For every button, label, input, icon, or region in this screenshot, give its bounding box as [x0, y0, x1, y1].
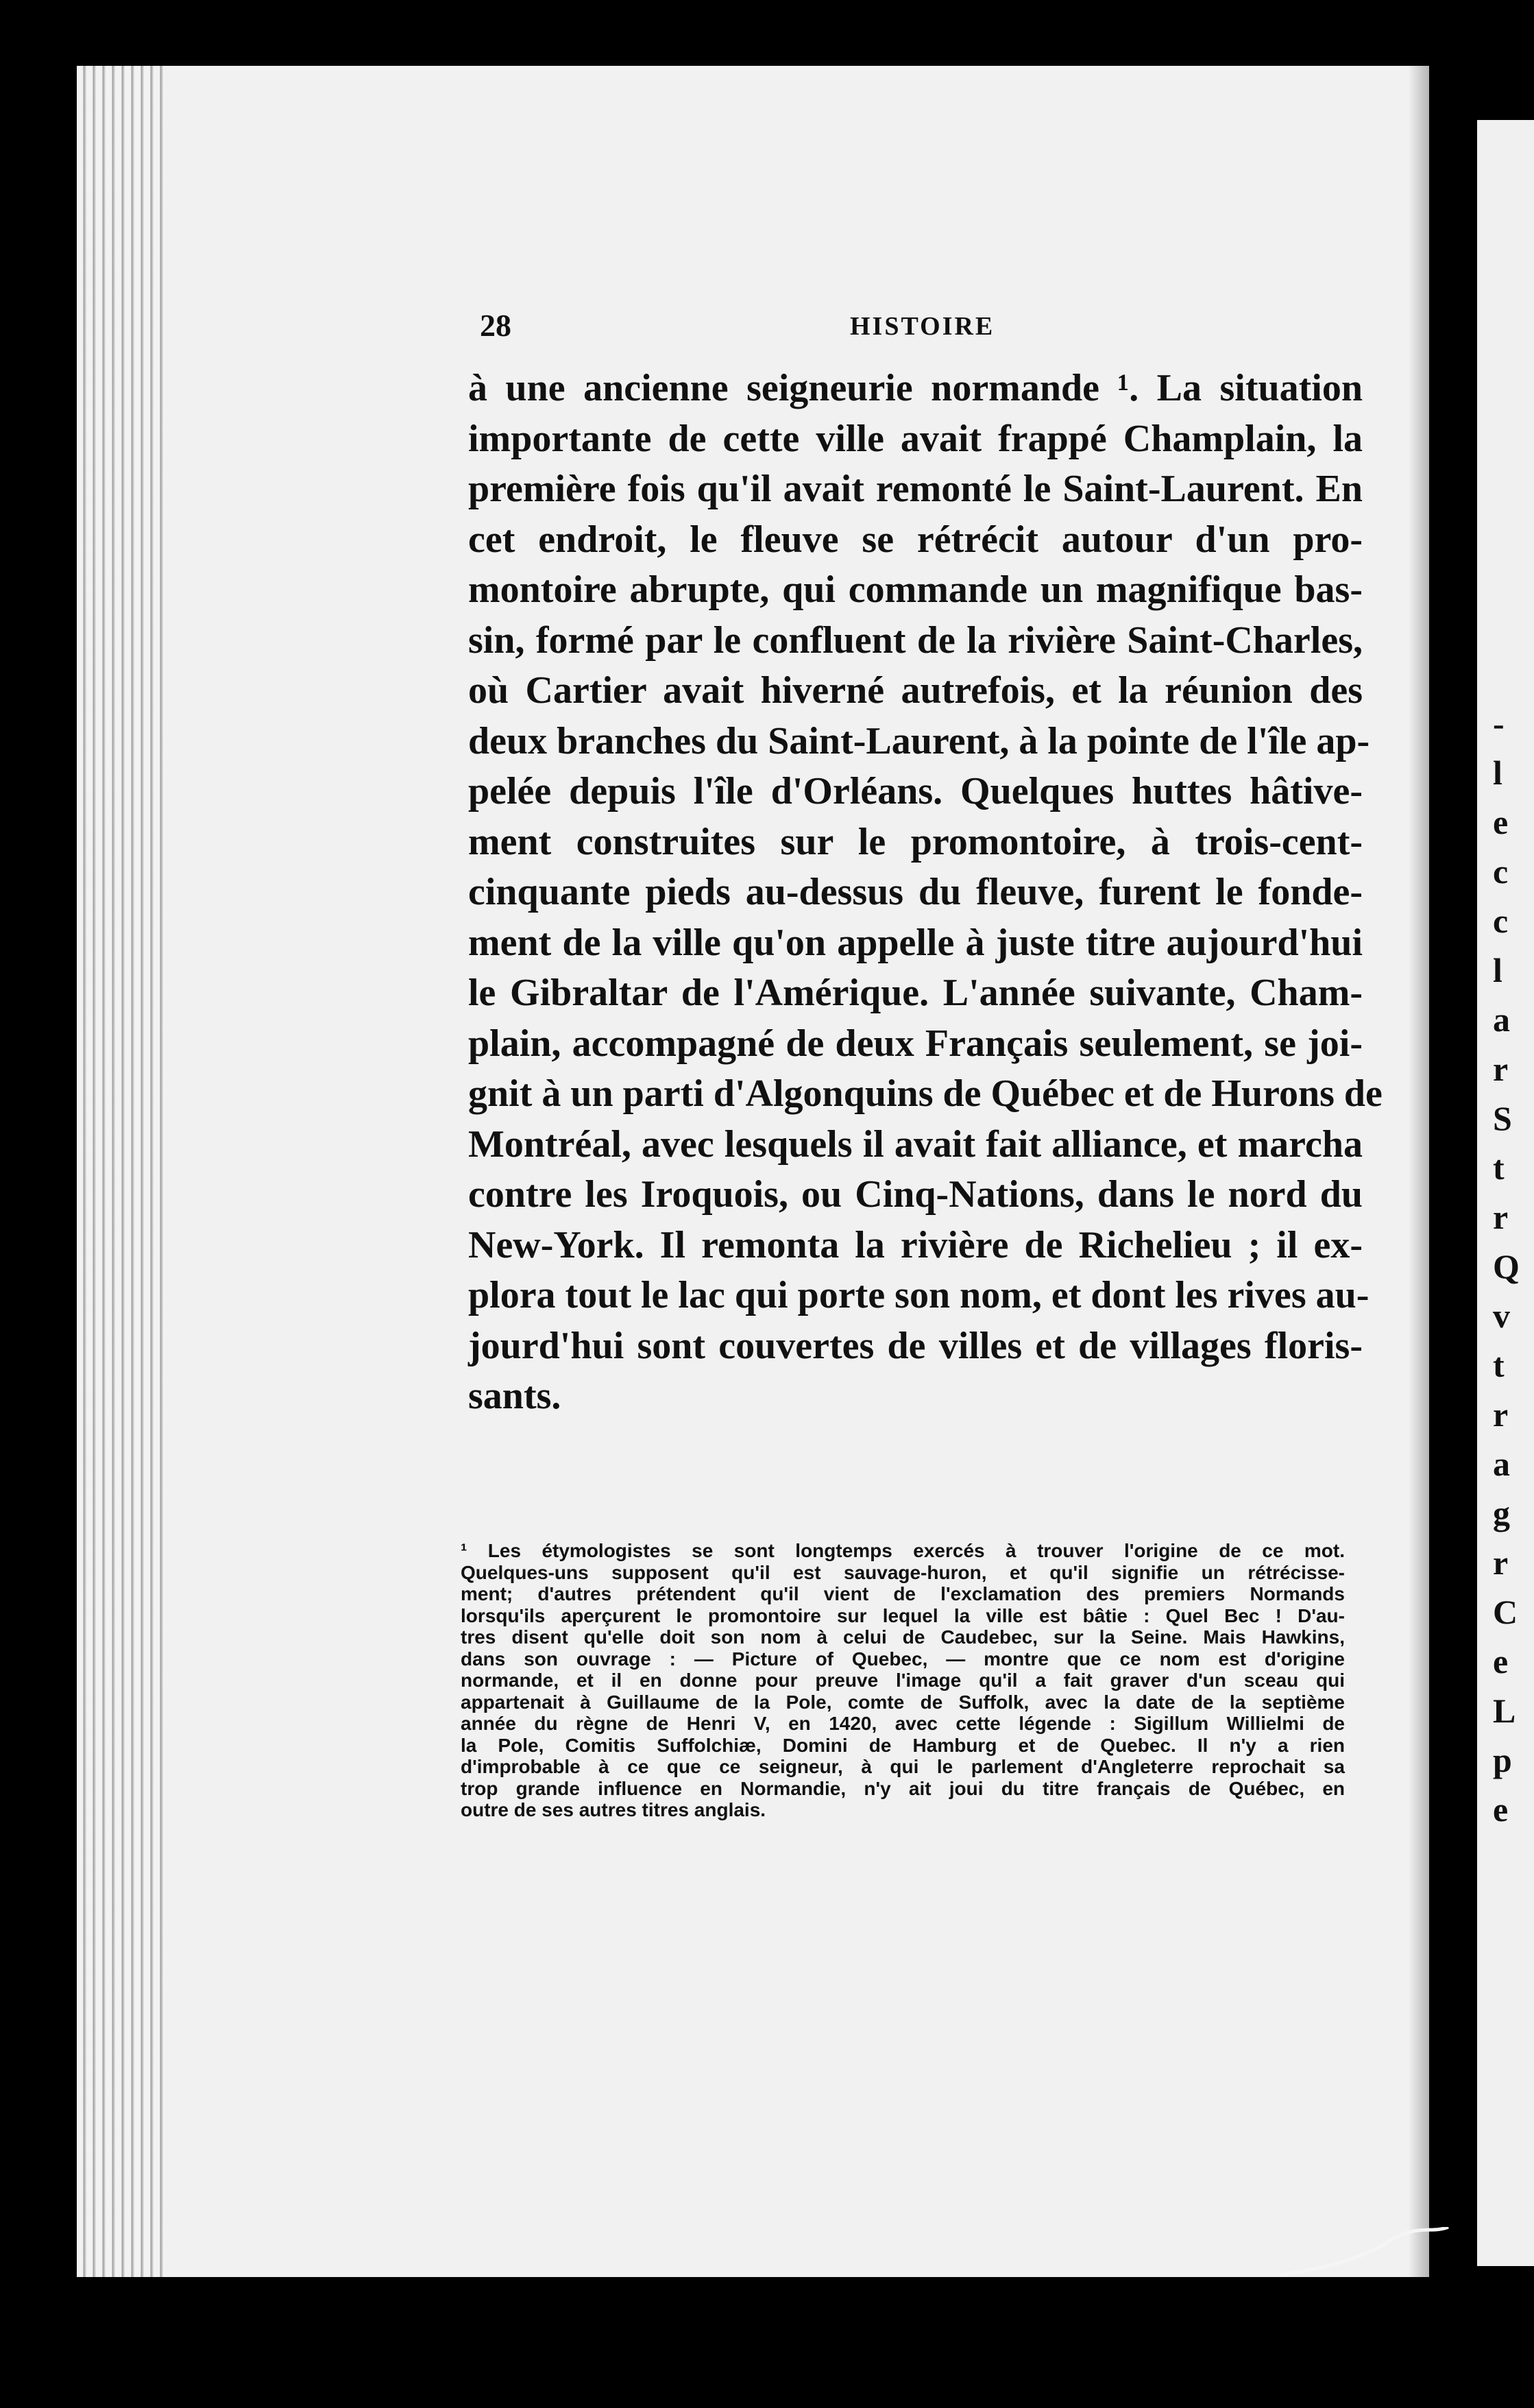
facing-page-letter: a: [1493, 1445, 1510, 1483]
text-line: où Cartier avait hiverné autrefois, et la réunion des: [468, 669, 1363, 712]
facing-page-letter: C: [1493, 1593, 1518, 1631]
footnote: [461, 1540, 1345, 1821]
facing-page-letter: g: [1493, 1494, 1510, 1532]
facing-page-edge: [1477, 120, 1534, 2266]
facing-page-letter: -: [1493, 704, 1505, 743]
page-number: 28: [480, 308, 511, 343]
facing-page-letter: l: [1493, 951, 1502, 989]
facing-page-letter: p: [1493, 1741, 1512, 1779]
scan-artifact-mark: [1280, 2227, 1452, 2282]
facing-page-letter: v: [1493, 1297, 1510, 1335]
facing-page-letter: S: [1493, 1099, 1512, 1137]
text-line: première fois qu'il avait remonté le Saint-Laurent. En: [468, 468, 1363, 510]
facing-page-letter: r: [1493, 1198, 1509, 1236]
facing-page-letter: Q: [1493, 1247, 1520, 1286]
footnote-line: appartenait à Guillaume de la Pole, comte de Suffolk, avec la date de la septième: [461, 1691, 1345, 1713]
running-head: [480, 307, 1364, 348]
text-line: importante de cette ville avait frappé Champlain, la: [468, 417, 1363, 460]
facing-page-letter: c: [1493, 902, 1509, 940]
footnote-line: ¹ Les étymologistes se sont longtemps exercés à trouver l'origine de ce mot.: [461, 1540, 1345, 1561]
footnote-line: outre de ses autres titres anglais.: [461, 1799, 766, 1820]
text-line: ment de la ville qu'on appelle à juste titre aujourd'hui: [468, 921, 1363, 964]
facing-page-letter: r: [1493, 1543, 1509, 1582]
facing-page-letter: e: [1493, 803, 1509, 841]
text-line: pelée depuis l'île d'Orléans. Quelques huttes hâtive-: [468, 770, 1363, 812]
facing-page-letter: t: [1493, 1346, 1505, 1384]
footnote-line: dans son ouvrage : — Picture of Quebec, — montre que ce nom est d'origine: [461, 1648, 1345, 1670]
footnote-line: ment; d'autres prétendent qu'il vient de l'exclamation des premiers Normands: [461, 1583, 1345, 1604]
text-line: deux branches du Saint-Laurent, à la pointe de l'île ap-: [468, 719, 1370, 762]
footnote-line: Quelques-uns supposent qu'il est sauvage-huron, et qu'il signifie un rétrécisse-: [461, 1561, 1345, 1583]
facing-page-letter: r: [1493, 1050, 1509, 1088]
footnote-line: trop grande influence en Normandie, n'y ait joui du titre français de Québec, en: [461, 1777, 1345, 1799]
footnote-line: lorsqu'ils aperçurent le promontoire sur lequel la ville est bâtie : Quel Bec ! D'au-: [461, 1604, 1345, 1626]
text-line: montoire abrupte, qui commande un magnifique bas-: [468, 568, 1363, 611]
facing-page-letter: a: [1493, 1000, 1510, 1039]
text-line: cet endroit, le fleuve se rétrécit autour d'un pro-: [468, 518, 1363, 561]
text-line: ment construites sur le promontoire, à trois-cent-: [468, 820, 1363, 863]
text-line: Montréal, avec lesquels il avait fait alliance, et marcha: [468, 1122, 1363, 1166]
main-text: [468, 363, 1383, 1422]
facing-page-letter: e: [1493, 1642, 1509, 1681]
running-title: HISTOIRE: [850, 312, 995, 341]
text-line: New-York. Il remonta la rivière de Richelieu ; il ex-: [468, 1223, 1363, 1266]
facing-page-letter: r: [1493, 1395, 1509, 1434]
facing-page-letter: l: [1493, 754, 1502, 792]
footnote-line: la Pole, Comitis Suffolchiæ, Domini de Hamburg et de Quebec. Il n'y a rien: [461, 1734, 1345, 1756]
text-line: gnit à un parti d'Algonquins de Québec et de Hurons de: [468, 1072, 1383, 1115]
text-line: plain, accompagné de deux Français seulement, se joi-: [468, 1022, 1363, 1065]
text-line: sants.: [468, 1375, 561, 1417]
facing-page-letter: L: [1493, 1691, 1516, 1730]
text-line: cinquante pieds au-dessus du fleuve, furent le fonde-: [468, 871, 1363, 913]
text-line: à une ancienne seigneurie normande ¹. La situation: [468, 367, 1363, 409]
footnote-line: d'improbable à ce que ce seigneur, à qui le parlement d'Angleterre reprochait sa: [461, 1756, 1345, 1777]
text-line: sin, formé par le confluent de la rivière Saint-Charles,: [468, 618, 1363, 662]
facing-page-letter: c: [1493, 852, 1509, 891]
text-line: jourd'hui sont couvertes de villes et de villages floris-: [468, 1324, 1363, 1367]
text-line: contre les Iroquois, ou Cinq-Nations, dans le nord du: [468, 1173, 1363, 1216]
text-line: plora tout le lac qui porte son nom, et dont les rives au-: [468, 1274, 1369, 1316]
facing-page-letter: e: [1493, 1790, 1509, 1829]
text-line: le Gibraltar de l'Amérique. L'année suivante, Cham-: [468, 972, 1363, 1014]
footnote-line: tres disent qu'elle doit son nom à celui de Caudebec, sur la Seine. Mais Hawkins,: [461, 1626, 1345, 1648]
footnote-line: année du règne de Henri V, en 1420, avec cette légende : Sigillum Willielmi de: [461, 1713, 1345, 1734]
footnote-line: normande, et il en donne pour preuve l'image qu'il a fait graver d'un sceau qui: [461, 1670, 1345, 1691]
facing-page-letter: t: [1493, 1148, 1505, 1187]
